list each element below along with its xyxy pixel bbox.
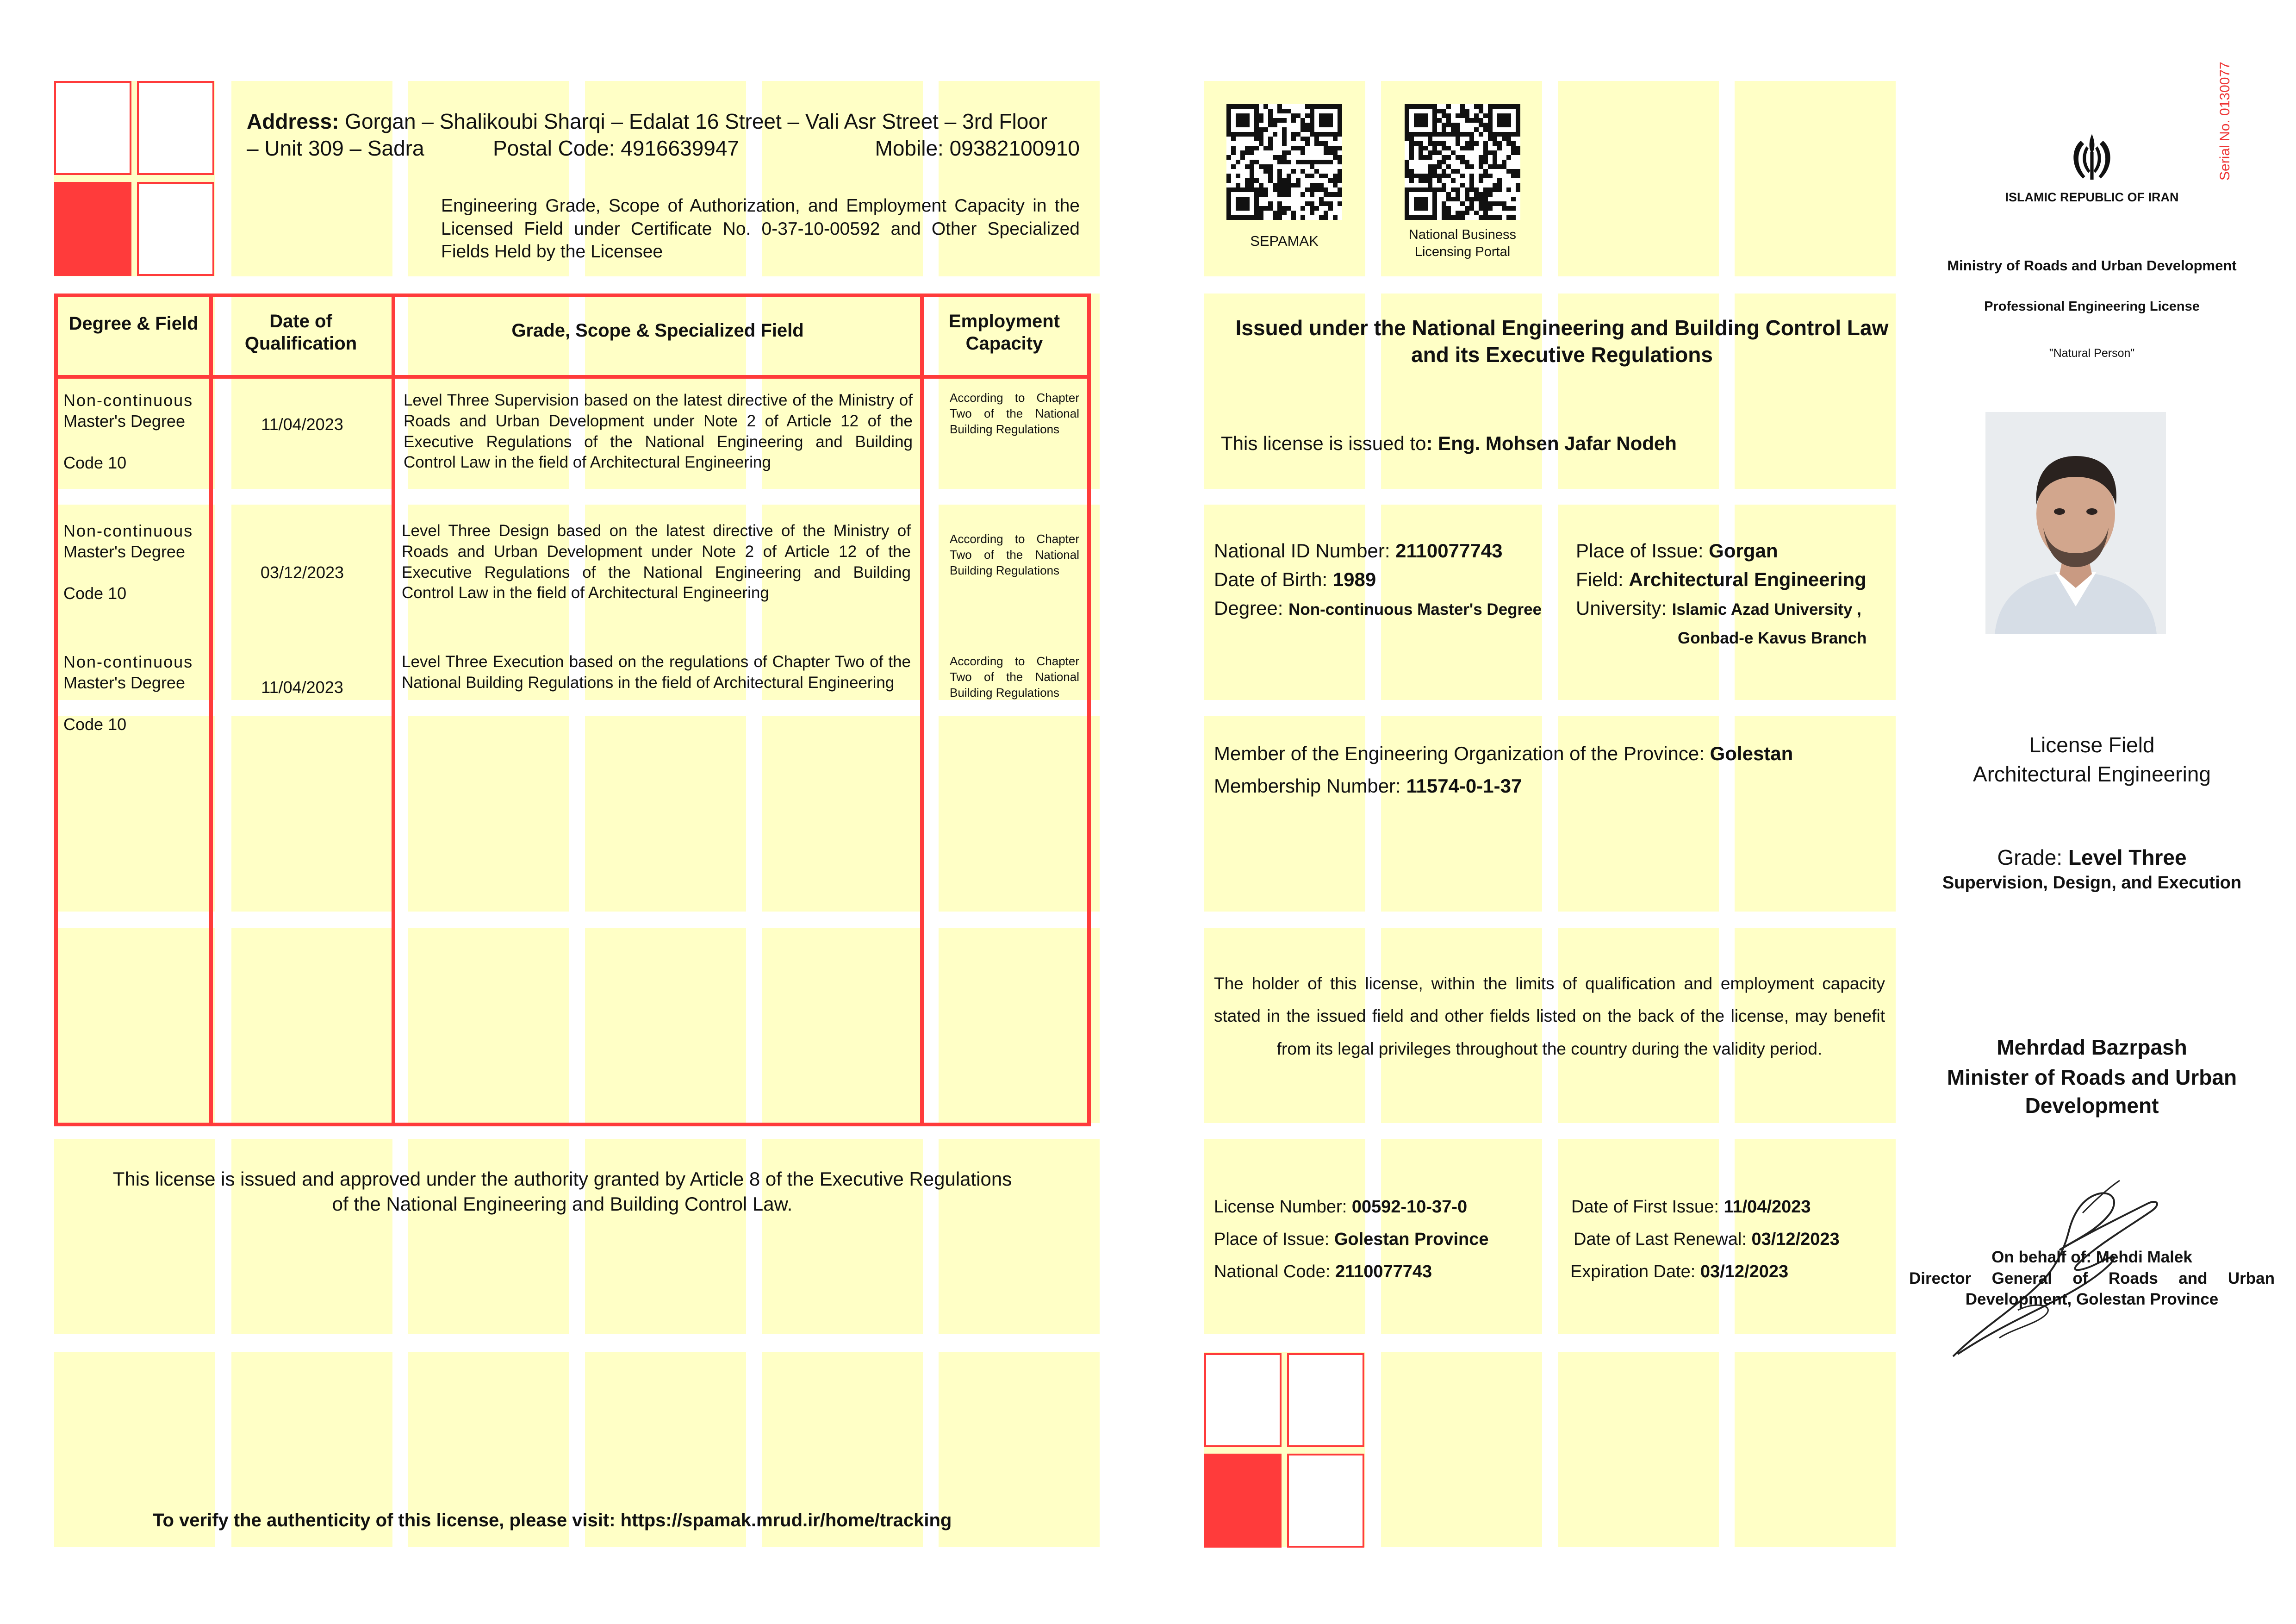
background-tile xyxy=(762,716,923,912)
background-tile xyxy=(1558,1352,1719,1547)
address-label: Address: xyxy=(247,109,339,133)
row2-capacity: According to Chapter Two of the National Building Regulations xyxy=(950,532,1079,577)
issued-under: Issued under the National Engineering and Building Control Law and its Executive Regulations xyxy=(1235,316,1889,367)
background-tile xyxy=(54,928,215,1123)
mobile-number: Mobile: 09382100910 xyxy=(875,136,1080,160)
qr1-label: SEPAMAK xyxy=(1250,233,1319,249)
verify-url: To verify the authenticity of this license, please visit: https://spamak.mrud.ir/home/tracking xyxy=(153,1510,952,1530)
background-tile xyxy=(231,928,392,1123)
licensee-name: : Eng. Mohsen Jafar Nodeh xyxy=(1426,432,1677,454)
license-field-label: License Field xyxy=(2029,733,2155,757)
place-of-issue-city: Place of Issue: Gorgan xyxy=(1576,540,1778,562)
row1-code: Code 10 xyxy=(63,453,127,472)
serial-number: Serial No. 0130077 xyxy=(2217,62,2233,181)
deco-square-filled xyxy=(1204,1454,1282,1548)
background-tile xyxy=(585,928,746,1123)
person-type: "Natural Person" xyxy=(2049,347,2135,360)
ministry-name: Ministry of Roads and Urban Development xyxy=(1947,257,2237,274)
background-tile xyxy=(408,928,569,1123)
licensing-portal-qr-icon xyxy=(1405,104,1520,220)
date-of-birth: Date of Birth: 1989 xyxy=(1214,568,1376,590)
deco-square-filled xyxy=(54,182,131,276)
row3-code: Code 10 xyxy=(63,715,127,734)
authority-statement: This license is issued and approved under the authority granted by Article 8 of the Executive Regulations of the National Engineering and Building Control Law. xyxy=(112,1168,1012,1215)
row1-degree-1: Non-continuous xyxy=(63,391,193,410)
license-field-value: Architectural Engineering xyxy=(1973,762,2211,786)
postal-code: Postal Code: 4916639947 xyxy=(493,136,739,160)
background-tile xyxy=(1558,81,1719,276)
deco-square xyxy=(137,182,214,276)
minister-name: Mehrdad Bazrpash xyxy=(1997,1035,2187,1059)
grade-scope: Supervision, Design, and Execution xyxy=(1942,873,2242,893)
licensee-photo xyxy=(1985,412,2166,634)
row2-degree-2: Master's Degree xyxy=(63,542,185,561)
background-tile xyxy=(939,716,1100,912)
university-branch: Gonbad-e Kavus Branch xyxy=(1678,629,1867,647)
header-date: Date of Qualification xyxy=(244,311,357,354)
background-tile xyxy=(408,716,569,912)
certificate-intro: Engineering Grade, Scope of Authorization, and Employment Capacity in the Licensed Field under Certificate No. 0-37-10-00592 and Other Specialized Fields Held by the Licensee xyxy=(441,196,1080,262)
address-line-2: – Unit 309 – Sadra xyxy=(247,136,424,160)
place-of-issue-province: Place of Issue: Golestan Province xyxy=(1214,1230,1489,1249)
national-code: National Code: 2110077743 xyxy=(1214,1262,1432,1281)
deco-square xyxy=(1287,1454,1364,1548)
background-tile xyxy=(1381,1352,1542,1547)
row1-date: 11/04/2023 xyxy=(261,415,343,434)
license-type: Professional Engineering License xyxy=(1984,299,2200,314)
license-number: License Number: 00592-10-37-0 xyxy=(1214,1197,1468,1217)
row1-degree-2: Master's Degree xyxy=(63,412,185,431)
issued-to: This license is issued to: Eng. Mohsen Jafar Nodeh xyxy=(1221,432,1677,454)
minister-title: Minister of Roads and Urban Development xyxy=(1947,1065,2237,1118)
degree: Degree: Non-continuous Master's Degree xyxy=(1214,597,1542,619)
row3-scope: Level Three Execution based on the regulations of Chapter Two of the National Building Regulations in the field of Architectural Engineering xyxy=(402,653,911,692)
address-line xyxy=(247,109,1080,134)
background-tile xyxy=(1735,81,1896,276)
engineering-org-member: Member of the Engineering Organization of the Province: Golestan xyxy=(1214,743,1793,764)
background-tile xyxy=(54,716,215,912)
university: University: Islamic Azad University , xyxy=(1576,597,1861,619)
background-tile xyxy=(762,928,923,1123)
iran-emblem-icon xyxy=(2064,130,2120,185)
qr2-label-1: National Business xyxy=(1408,227,1517,242)
background-tile xyxy=(585,716,746,912)
address-value: Gorgan – Shalikoubi Sharqi – Edalat 16 Street – Vali Asr Street – 3rd Floor xyxy=(345,109,1048,133)
membership-number: Membership Number: 11574-0-1-37 xyxy=(1214,775,1522,797)
deco-square xyxy=(1287,1353,1364,1447)
director-title: Director General of Roads and Urban Development, Golestan Province xyxy=(1909,1269,2275,1308)
row2-degree-1: Non-continuous xyxy=(63,521,193,540)
row3-capacity: According to Chapter Two of the National Building Regulations xyxy=(950,654,1079,700)
background-tile xyxy=(1735,1352,1896,1547)
expiration-date: Expiration Date: 03/12/2023 xyxy=(1570,1262,1789,1281)
first-issue-date: Date of First Issue: 11/04/2023 xyxy=(1571,1197,1811,1217)
sepamak-qr-icon xyxy=(1226,104,1342,220)
row1-scope: Level Three Supervision based on the latest directive of the Ministry of Roads and Urban Development under Note 2 of Article 12 of the Executive Regulations of the National Engineering and Building Control Law in the field of Architectural Engineering xyxy=(404,391,913,472)
row2-code: Code 10 xyxy=(63,584,127,603)
country-name: ISLAMIC REPUBLIC OF IRAN xyxy=(2005,190,2179,204)
on-behalf: On behalf of: Mehdi Malek xyxy=(1991,1248,2192,1266)
row3-degree-1: Non-continuous xyxy=(63,652,193,671)
background-tile xyxy=(939,928,1100,1123)
national-id: National ID Number: 2110077743 xyxy=(1214,540,1503,562)
row3-date: 11/04/2023 xyxy=(261,678,343,697)
qr2-label-2: Licensing Portal xyxy=(1414,244,1511,259)
holder-statement: The holder of this license, within the limits of qualification and employment capacity stated in the issued field and other fields listed on the back of the license, may benefit from its legal privileges throughout the country during the validity period. xyxy=(1214,974,1885,1058)
row2-scope: Level Three Design based on the latest directive of the Ministry of Roads and Urban Development under Note 2 of Article 12 of the Executive Regulations of the National Engineering and Building Control Law in the field of Architectural Engineering xyxy=(402,522,911,602)
header-capacity: Employment Capacity xyxy=(948,311,1060,354)
row1-capacity: According to Chapter Two of the National Building Regulations xyxy=(950,391,1079,436)
deco-square xyxy=(54,81,131,175)
header-scope: Grade, Scope & Specialized Field xyxy=(511,320,804,341)
header-degree: Degree & Field xyxy=(68,313,199,334)
deco-square xyxy=(1204,1353,1282,1447)
row3-degree-2: Master's Degree xyxy=(63,673,185,692)
background-tile xyxy=(231,716,392,912)
row2-date: 03/12/2023 xyxy=(260,563,344,582)
grade: Grade: Level Three xyxy=(1997,845,2187,869)
last-renewal-date: Date of Last Renewal: 03/12/2023 xyxy=(1574,1230,1840,1249)
background-tile xyxy=(939,1352,1100,1547)
deco-square xyxy=(137,81,214,175)
field: Field: Architectural Engineering xyxy=(1576,568,1867,590)
background-tile xyxy=(231,505,392,700)
